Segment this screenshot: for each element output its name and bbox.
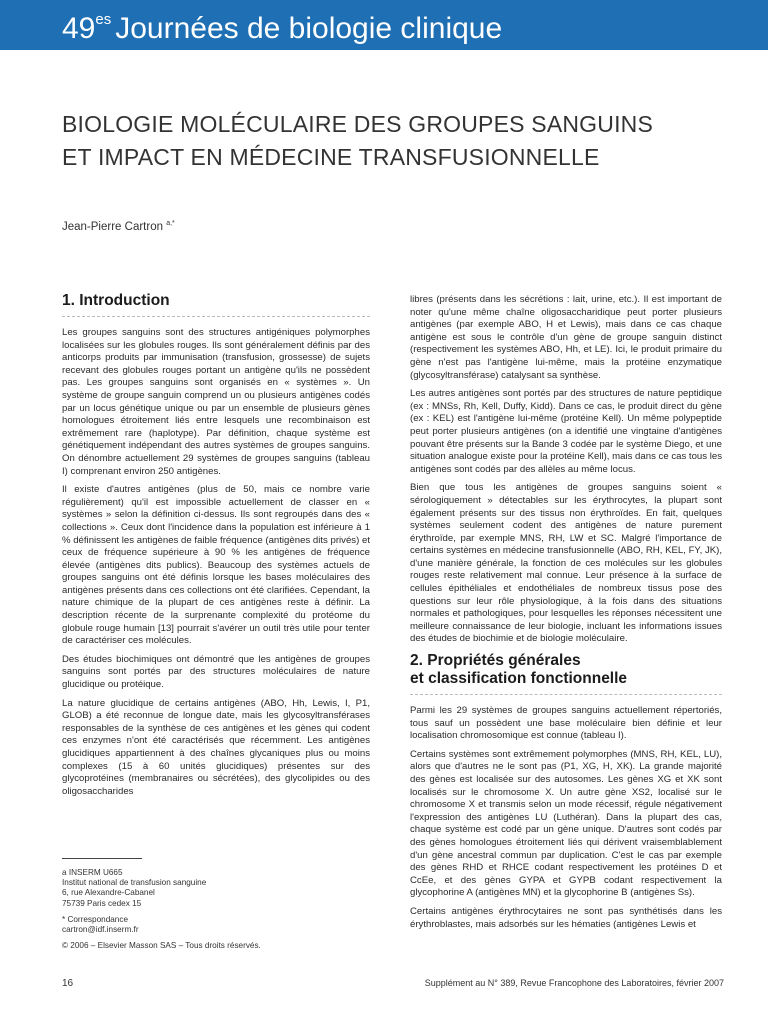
banner-title (62, 2, 502, 47)
correspondence-email[interactable]: cartron@idf.inserm.fr (62, 925, 139, 935)
section-2-paragraph-1: Parmi les 29 systèmes de groupes sanguins actuellement répertoriés, tous sauf un possèdent une base moléculaire bien définie et leur localisation chromosomique est connue (tableau I). (410, 705, 722, 742)
affiliation-line: a INSERM U665 (62, 868, 123, 877)
left-column (62, 292, 370, 804)
section-2-rule (410, 694, 722, 695)
copyright-notice: © 2006 – Elsevier Masson SAS – Tous droits réservés. (62, 941, 261, 951)
right-paragraph-3: Bien que tous les antigènes de groupes sanguins soient « sérologiquement » détectables sur les érythrocytes, la plupart sont également présents sur des tissus non érythroïdes. En fait, quelques systèmes seulement codent des antigènes de nature purement érythroïde, par exemple MNS, RH, LW et SC. Malgré l'importance de certains systèmes en médecine transfusionnelle (ABO, RH, KEL, FY, JK), d'une manière générale, la fonction de ces molécules sur les globules rouges reste relativement mal connue. Leur présence à la surface de cellules épithéliales et endothéliales de nombreux tissus pose des questions sur leur rôle physiologique, à la fois dans des situations normales et pathologiques, pour lesquelles les réponses nécessitent une meilleure connaissance de leur biologie, incluant les informations issues des études de biochimie et de biologie moléculaire. (410, 482, 722, 645)
affiliation-line: Institut national de transfusion sanguine (62, 878, 207, 888)
affiliation-footnote (62, 868, 342, 909)
page-number: 16 (62, 978, 74, 989)
intro-paragraph-1: Les groupes sanguins sont des structures antigéniques polymorphes localisées sur les globules rouges. Ils sont généralement définis par des anticorps produits par immunisation (transfusion, grossesse) de sujets recevant des globules rouges portant un antigène qu'ils ne possèdent pas. Les groupes sanguins sont organisés en « systèmes ». Un système de groupe sanguin comprend un ou plusieurs antigènes codés par un locus génétique unique ou par un ensemble de plusieurs gènes homologues étroitement liés entre lesquels une recombinaison est extrêmement rare (haplotype). Par définition, chaque système est génétiquement indépendant des autres systèmes de groupes sanguins. On dénombre actuellement 29 systèmes de groupes sanguins (tableau I) comprenant environ 250 antigènes. (62, 327, 370, 477)
intro-paragraph-4: La nature glucidique de certains antigènes (ABO, Hh, Lewis, I, P1, GLOB) a été reconnue de longue date, mais les glycosyltransférases responsables de la synthèse de ces antigènes et les gènes qui codent ces enzymes n'ont été caractérisés que récemment. Les antigènes glucidiques appartiennent à des chaînes glycaniques plus ou moins complexes (15 à 60 unités glucidiques) présentes sur des glycoprotéines (membranaires ou sécrétées), des glycolipides ou des oligosaccharides (62, 697, 370, 797)
footnotes (62, 868, 342, 957)
right-column (410, 294, 722, 937)
banner-number: 49 (62, 12, 96, 45)
right-paragraph-1: libres (présents dans les sécrétions : lait, urine, etc.). Il est important de noter qu'une même chaîne oligosaccharidique peut porter plusieurs antigènes (par exemple ABO, H et Lewis), mais dans ce cas chaque antigène est sous le contrôle d'un gène de groupe sanguin distinct (respectivement les systèmes ABO, Hh, et LE). Ici, le produit primaire du gène n'est pas l'antigène lui-même, mais la protéine enzymatique (glycosyltransférase) catalysant sa synthèse. (410, 294, 722, 381)
section-2-heading-line-2: et classification fonctionnelle (410, 670, 628, 688)
affiliation-line: 6, rue Alexandre-Cabanel (62, 888, 155, 898)
affiliation-line: 75739 Paris cedex 15 (62, 898, 142, 908)
journal-reference: Supplément au N° 389, Revue Francophone des Laboratoires, février 2007 (424, 978, 724, 988)
section-2-paragraph-2: Certains systèmes sont extrêmement polymorphes (MNS, RH, KEL, LU), alors que d'autres ne le sont pas (P1, XG, H, XK). La grande majorité des gènes est localisée sur des autosomes. Les gènes XG et XK sont localisés sur le chromosome X. Un autre gène XS2, localisé sur le chromosome X et transmis selon un mode récessif, régule négativement l'expression des antigènes LU (Luthéran). Dans la plupart des cas, chaque système est codé par un gène unique. D'autres sont codés par des gènes homologues étroitement liés qui dérivent vraisemblablement d'un gène ancestral commun par duplication. C'est le cas par exemple des gènes RHD et RHCE codant respectivement les protéines D et CcEe, et des gènes GYPA et GYPB codant respectivement la glycophorine A (antigènes MN) et la glycophorine B (antigènes Ss). (410, 748, 722, 899)
author-line (62, 220, 175, 233)
intro-paragraph-3: Des études biochimiques ont démontré que les antigènes de groupes sanguins sont portés par des structures moléculaires de nature glucidique ou protéique. (62, 653, 370, 691)
footnote-divider (62, 858, 142, 859)
article-title-line-1: BIOLOGIE MOLÉCULAIRE DES GROUPES SANGUINS (62, 111, 654, 137)
journal-banner (0, 0, 768, 50)
banner-text: Journées de biologie clinique (115, 12, 503, 45)
right-paragraph-2: Les autres antigènes sont portés par des structures de nature peptidique (ex : MNSs, Rh, Kell, Duffy, Kidd). Dans ce cas, le produit direct du gène (ex : KEL) est l'antigène lui-même (protéine Kell). Un même polypeptide peut porter plusieurs antigènes (on a identifié une vingtaine d'antigènes pouvant être présents sur la Bande 3 codée par le système Diego, et une situation analogue existe pour la protéine Kell), mais dans ce cas tous les antigènes sont codés par des allèles au même locus. (410, 388, 722, 475)
author-name: Jean-Pierre Cartron (62, 220, 163, 233)
correspondence-label: * Correspondance (62, 914, 128, 924)
article-title-line-2: ET IMPACT EN MÉDECINE TRANSFUSIONNELLE (62, 144, 600, 170)
author-marks: a,* (166, 220, 175, 227)
section-2-heading-line-1: 2. Propriétés générales (410, 652, 581, 670)
banner-superscript: es (95, 11, 112, 28)
section-1-rule (62, 316, 370, 317)
section-2-heading (410, 652, 722, 688)
section-2-paragraph-3: Certains antigènes érythrocytaires ne sont pas synthétisés dans les érythroblastes, mais adsorbés sur les hématies (antigènes Lewis et (410, 905, 722, 930)
article-title (62, 108, 742, 174)
section-1-heading: 1. Introduction (62, 292, 170, 309)
intro-paragraph-2: Il existe d'autres antigènes (plus de 50, mais ce nombre varie régulièrement) qu'il est impossible actuellement de classer en « systèmes » selon la définition ci-dessus. Ils sont regroupés dans des « collections ». Ceux dont l'incidence dans la population est inférieure à 1 % définissent les antigènes de faible fréquence (antigènes dits privés) et ceux de fréquence supérieure à 90 % les antigènes de fréquence élevée (antigènes dits publics). Beaucoup des systèmes actuels de groupes sanguins ont été définis lorsque les bases moléculaires des antigènes présents dans ces collections ont été clarifiées. Cependant, la nature chimique de la plupart de ces antigènes reste à définir. La description récente de la surprenante complexité du protéome du globule rouge humain [13] pourrait s'avérer un outil très utile pour tenter de caractériser ces molécules. (62, 484, 370, 647)
correspondence-footnote (62, 915, 342, 935)
